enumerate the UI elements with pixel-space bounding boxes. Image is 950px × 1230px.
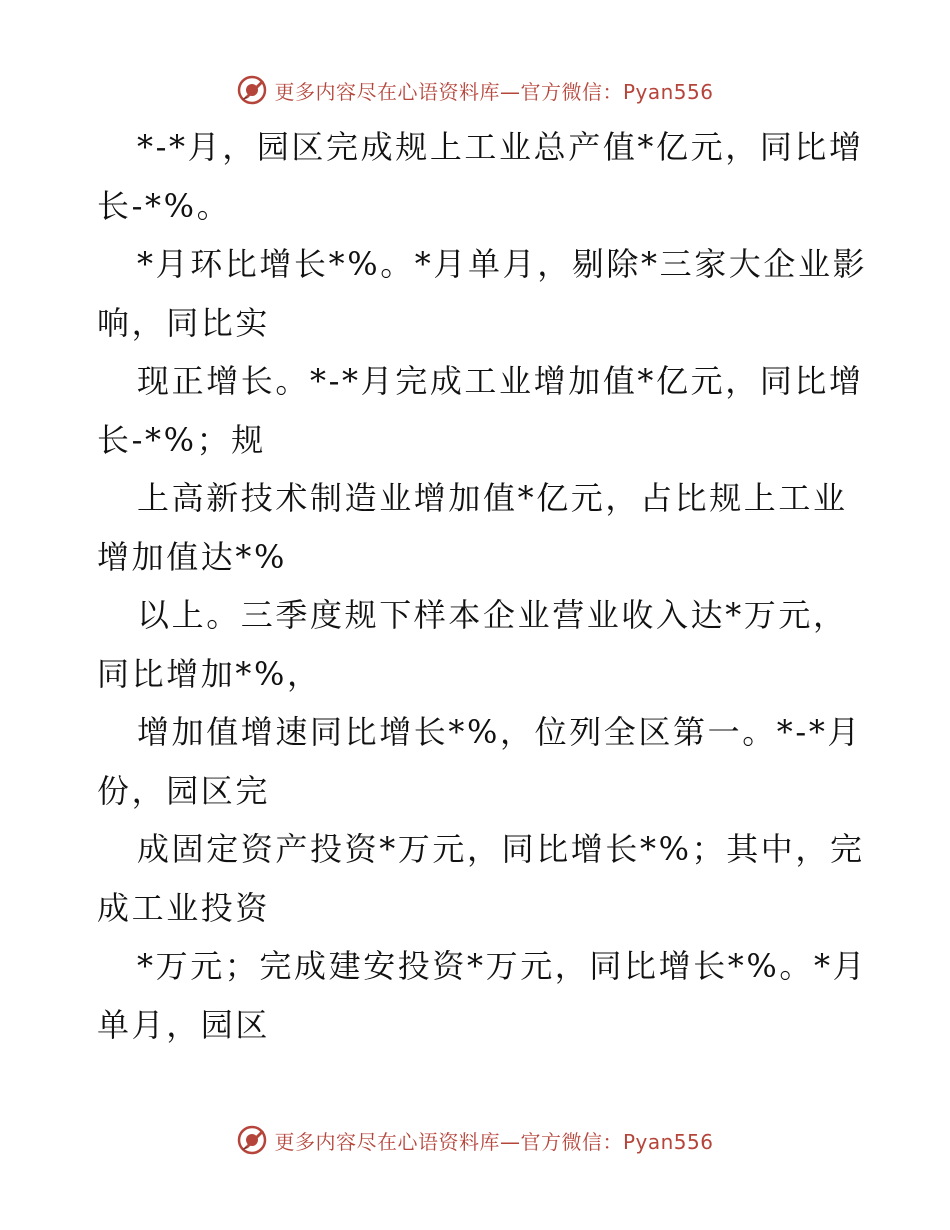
text-line: 单月，园区 xyxy=(97,1005,271,1044)
text-line: 以上。三季度规下样本企业营业收入达*万元， xyxy=(137,596,848,634)
text-line: 响，同比实 xyxy=(97,303,271,342)
text-line: 成工业投资 xyxy=(97,888,271,927)
text-line: *-*月，园区完成规上工业总产值*亿元，同比增 xyxy=(137,128,864,166)
text-line: 长-*%。 xyxy=(97,186,232,225)
text-line: 份，园区完 xyxy=(97,771,271,810)
quill-logo-icon xyxy=(236,1124,268,1156)
text-line: 现正增长。*-*月完成工业增加值*亿元，同比增 xyxy=(137,362,864,400)
text-line: 长-*%；规 xyxy=(97,420,266,459)
header-watermark xyxy=(0,70,950,110)
quill-logo-icon xyxy=(236,74,268,106)
text-line: 同比增加*%， xyxy=(97,654,322,693)
text-line: *万元；完成建安投资*万元，同比增长*%。*月 xyxy=(137,947,868,985)
watermark-text: 更多内容尽在心语资料库—官方微信：Pyan556 xyxy=(274,79,714,104)
document-body xyxy=(97,118,868,1054)
footer-watermark xyxy=(0,1120,950,1160)
text-line: 成固定资产投资*万元，同比增长*%；其中，完 xyxy=(137,830,865,868)
text-line: 增加值达*% xyxy=(97,537,288,576)
text-line: 增加值增速同比增长*%，位列全区第一。*-*月 xyxy=(137,713,863,751)
text-line: *月环比增长*%。*月单月，剔除*三家大企业影 xyxy=(137,245,868,283)
watermark-text: 更多内容尽在心语资料库—官方微信：Pyan556 xyxy=(274,1129,714,1154)
text-line: 上高新技术制造业增加值*亿元，占比规上工业 xyxy=(137,479,848,517)
